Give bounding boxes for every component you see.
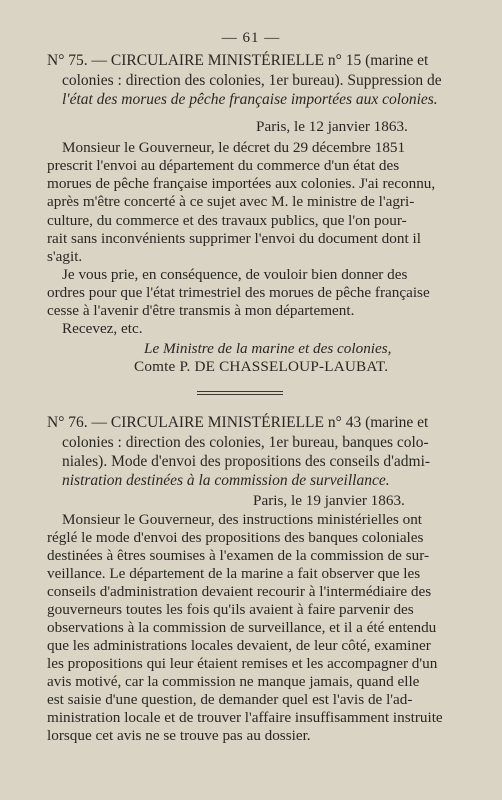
circular-75-line-6: rait sans inconvénients supprimer l'envoi du document dont il bbox=[47, 230, 421, 247]
circular-76-line-5: conseils d'administration devaient recourir à l'intermédiaire des bbox=[47, 583, 432, 600]
circular-75-dateline: Paris, le 12 janvier 1863. bbox=[256, 118, 408, 135]
circular-75-line-7: s'agit. bbox=[47, 248, 83, 265]
circular-76-dateline: Paris, le 19 janvier 1863. bbox=[253, 492, 405, 509]
circular-76-line-1: Monsieur le Gouverneur, des instructions ministérielles ont bbox=[62, 511, 423, 528]
circular-76-line-3: destinées à êtres soumises à l'examen de la commission de sur- bbox=[47, 547, 430, 564]
circular-76-line-8: que les administrations locales devaient, de leur côté, examiner bbox=[47, 637, 431, 654]
circular-76-line-2: réglé le mode d'envoi des propositions des banques coloniales bbox=[47, 529, 424, 546]
circular-75-signature-name: Comte P. DE CHASSELOUP-LAUBAT. bbox=[134, 358, 389, 375]
circular-75-heading-line-3: l'état des morues de pêche française importées aux colonies. bbox=[62, 91, 438, 108]
circular-75-heading-line-2: colonies : direction des colonies, 1er bureau). Suppression de bbox=[62, 72, 442, 89]
circular-75-line-1: Monsieur le Gouverneur, le décret du 29 décembre 1851 bbox=[62, 139, 406, 156]
circular-76-line-4: veillance. Le département de la marine a fait observer que les bbox=[47, 565, 421, 582]
circular-75-line-11: Recevez, etc. bbox=[62, 320, 143, 337]
page-number: — 61 — bbox=[221, 30, 281, 46]
circular-75-heading-line-1: N° 75. — CIRCULAIRE MINISTÉRIELLE n° 15 (marine et bbox=[47, 52, 429, 69]
circular-76-line-7: observations à la commission de surveillance, et il a été entendu bbox=[47, 619, 437, 636]
circular-75-line-9: ordres pour que l'état trimestriel des morues de pêche française bbox=[47, 284, 430, 301]
circular-76-heading-line-4: nistration destinées à la commission de surveillance. bbox=[62, 472, 390, 489]
circular-75-line-4: après m'être concerté à ce sujet avec M. le ministre de l'agri- bbox=[47, 193, 415, 210]
circular-76-line-6: gouverneurs toutes les fois qu'ils avaient à faire parvenir des bbox=[47, 601, 414, 618]
circular-76-line-13: lorsque cet avis ne se trouve pas au dossier. bbox=[47, 727, 311, 744]
circular-76-heading-line-2: colonies : direction des colonies, 1er bureau, banques colo- bbox=[62, 434, 429, 451]
circular-75-line-2: prescrit l'envoi au département du commerce d'un état des bbox=[47, 157, 400, 174]
circular-75-line-8: Je vous prie, en conséquence, de vouloir bien donner des bbox=[62, 266, 408, 283]
circular-76-heading-line-3: niales). Mode d'envoi des propositions des conseils d'admi- bbox=[62, 453, 431, 470]
circular-76-line-9: les propositions qui leur étaient remises et les accompagner d'un bbox=[47, 655, 438, 672]
circular-76-line-11: est saisie d'une question, de demander quel est l'avis de l'ad- bbox=[47, 691, 413, 708]
circular-75-signature-title: Le Ministre de la marine et des colonies, bbox=[144, 340, 392, 357]
circular-76-heading-line-1: N° 76. — CIRCULAIRE MINISTÉRIELLE n° 43 (marine et bbox=[47, 414, 429, 431]
section-divider bbox=[197, 391, 283, 392]
circular-76-line-10: avis motivé, car la commission ne manque jamais, quand elle bbox=[47, 673, 420, 690]
circular-75-line-3: morues de pêche française importées aux colonies. J'ai reconnu, bbox=[47, 175, 436, 192]
circular-75-line-10: cesse à l'avenir d'être transmis à mon département. bbox=[47, 302, 355, 319]
circular-76-line-12: ministration locale et de trouver l'affaire insuffisamment instruite bbox=[47, 709, 443, 726]
circular-75-line-5: culture, du commerce et des travaux publics, que l'on pour- bbox=[47, 212, 407, 229]
